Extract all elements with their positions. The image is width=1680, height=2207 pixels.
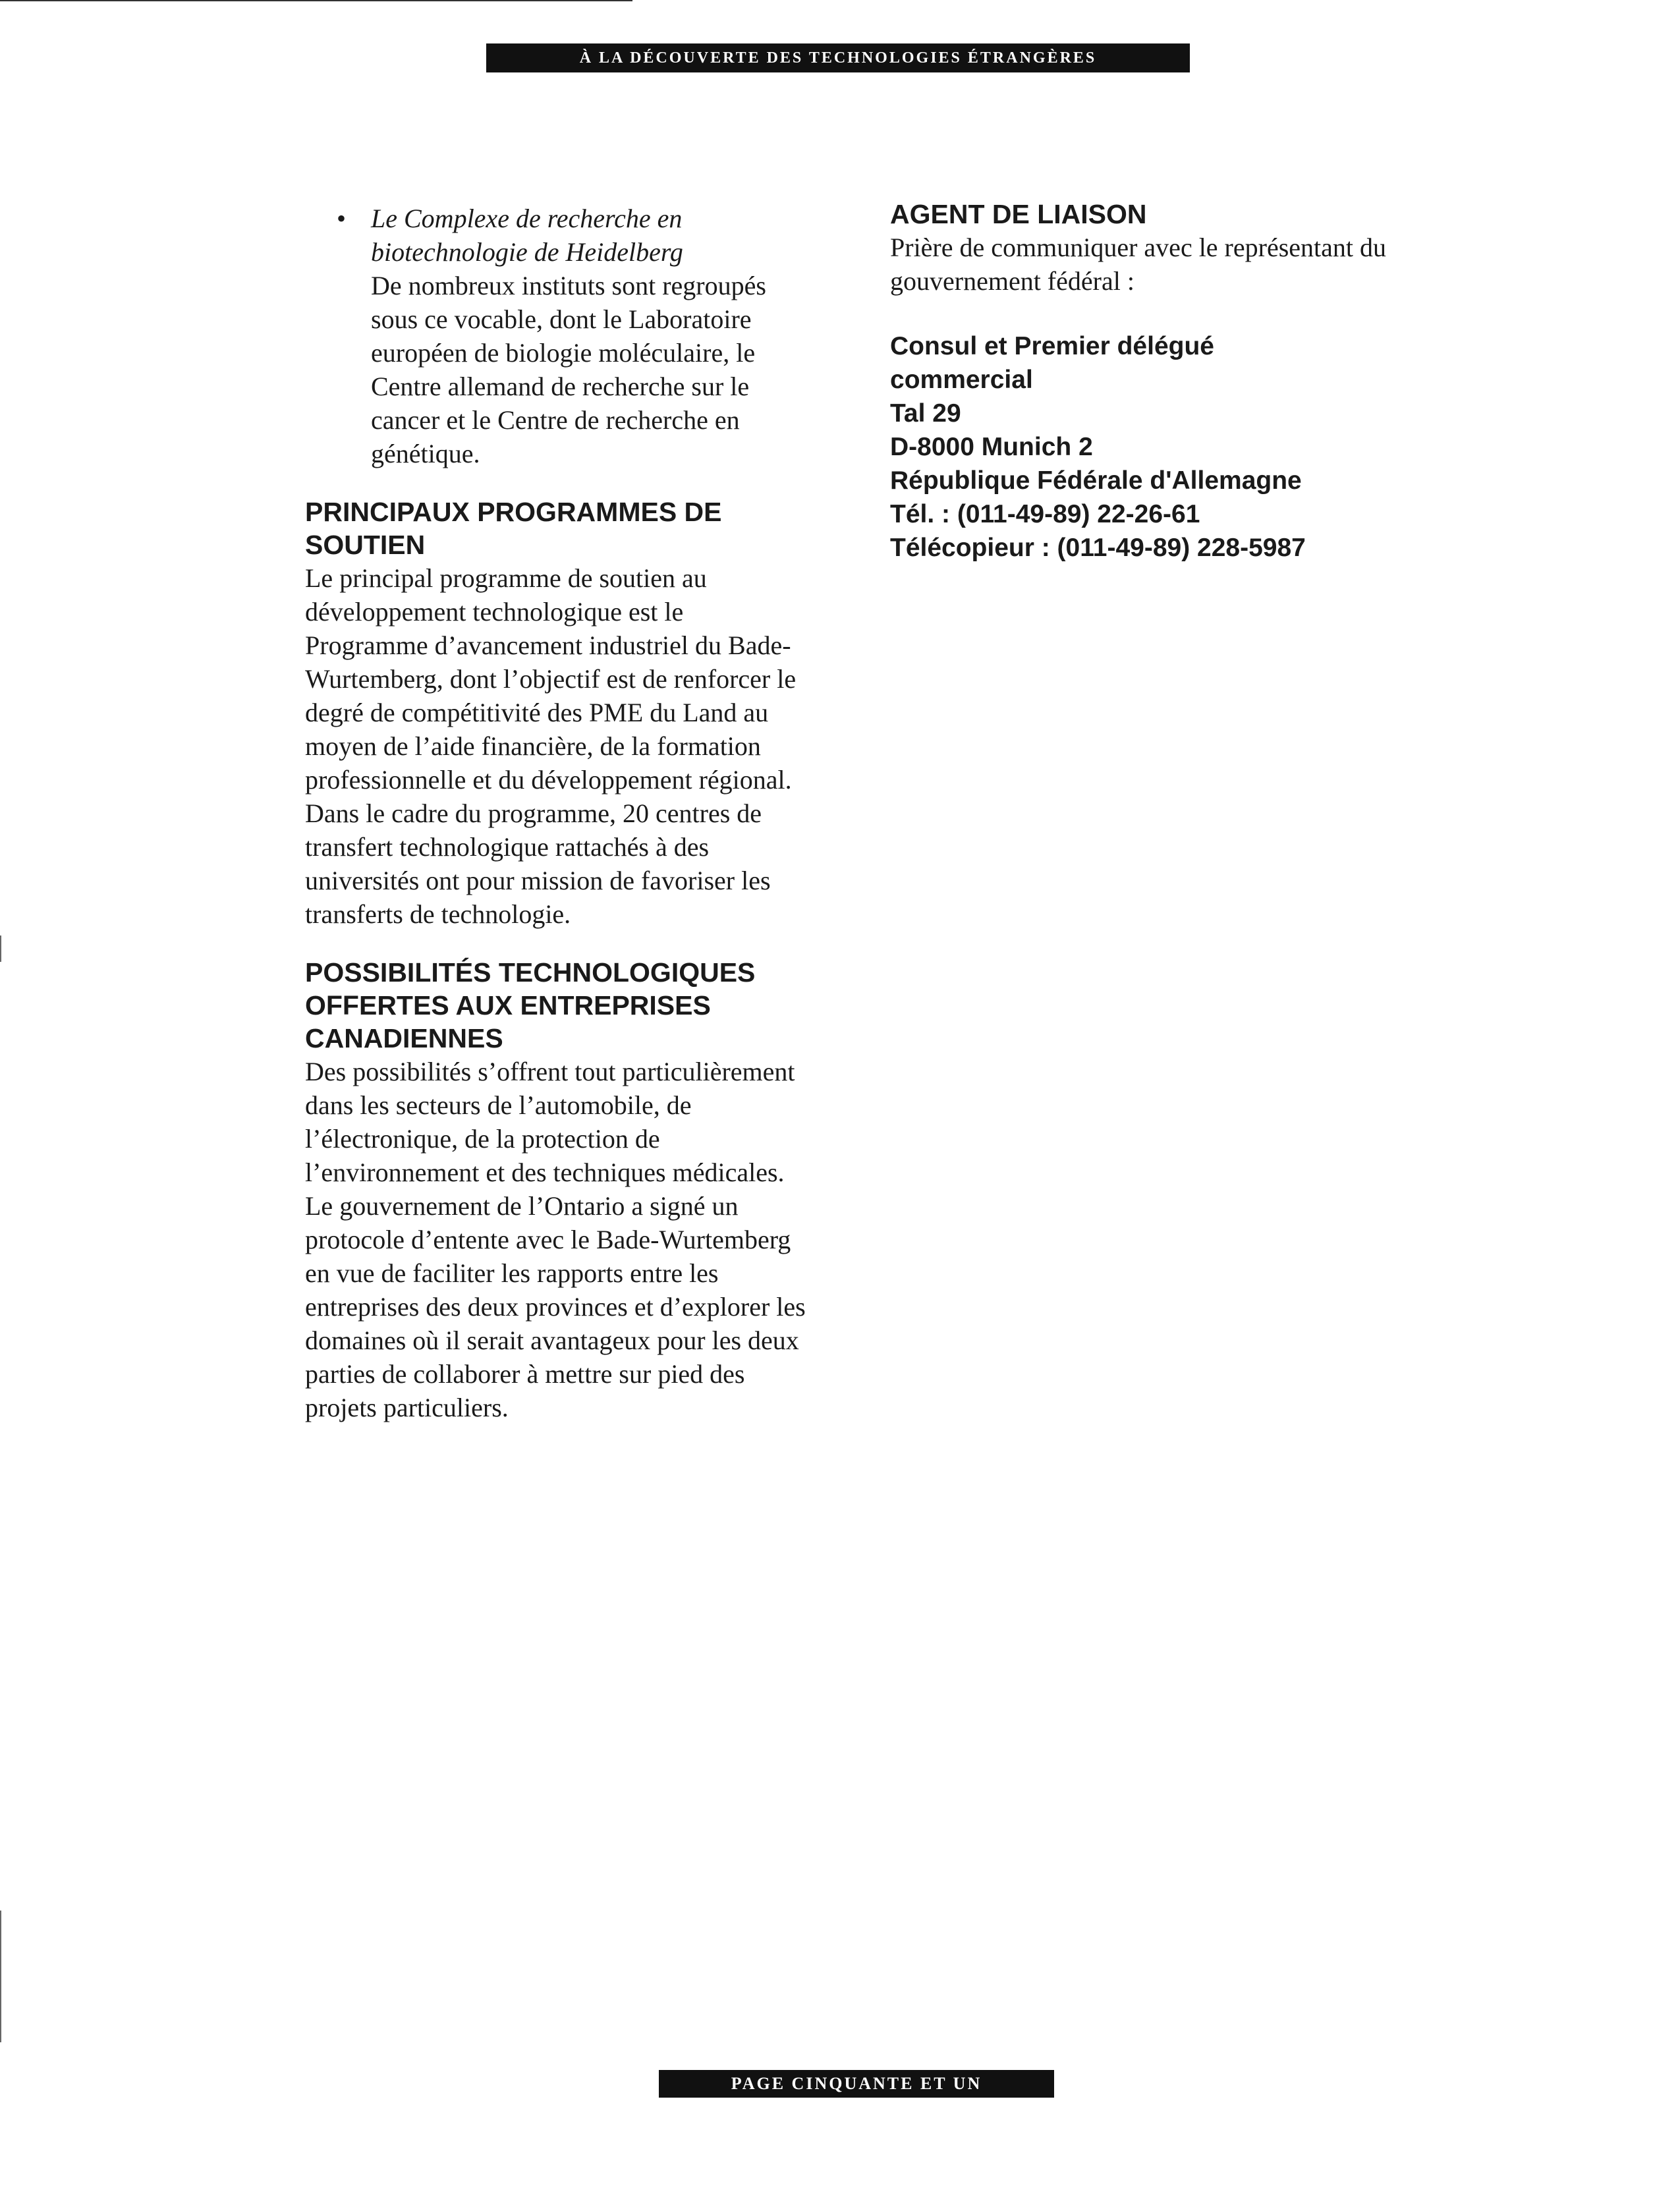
section-paragraph: Des possibilités s’offrent tout particulièrement dans les secteurs de l’automobile, de l’électronique, de la protection de l’environnement et des techniques médicales. Le gouvernement de l’Ontario a signé un protocole d’entente avec le Bade-Wurtemberg en vue de faciliter les rapports entre les entreprises des deux provinces et d’explorer les domaines où il serait avantageux pour les deux parties de collaborer à mettre sur pied des projets particuliers. bbox=[305, 1057, 806, 1422]
section-heading: PRINCIPAUX PROGRAMMES DE SOUTIEN bbox=[305, 497, 722, 560]
right-column bbox=[890, 198, 1417, 565]
contact-title: Consul et Premier délégué bbox=[890, 332, 1214, 360]
running-header-title: À LA DÉCOUVERTE DES TECHNOLOGIES ÉTRANGÈRES bbox=[579, 49, 1097, 67]
list-item bbox=[305, 202, 806, 470]
page-footer bbox=[659, 2070, 1054, 2098]
page-number-label: PAGE CINQUANTE ET UN bbox=[731, 2074, 982, 2093]
bullet-title: Le Complexe de recherche en biotechnologie de Heidelberg bbox=[371, 204, 683, 267]
section-heading: POSSIBILITÉS TECHNOLOGIQUES OFFERTES AUX ENTREPRISES CANADIENNES bbox=[305, 957, 756, 1053]
running-header bbox=[486, 43, 1190, 72]
left-column bbox=[305, 202, 806, 1424]
contact-city: D-8000 Munich 2 bbox=[890, 433, 1093, 461]
section-heading: AGENT DE LIAISON bbox=[890, 199, 1147, 229]
top-rule bbox=[0, 0, 632, 1]
contact-country: République Fédérale d'Allemagne bbox=[890, 466, 1302, 495]
section-paragraph: Le principal programme de soutien au développement technologique est le Programme d’avancement industriel du Bade-Wurtemberg, dont l’objectif est de renforcer le degré de compétitivité des PME du Land au moyen de l’aide financière, de la formation professionnelle et du développement régional. Dans le cadre du programme, 20 centres de transfert technologique rattachés à des universités ont pour mission de favoriser les transferts de technologie. bbox=[305, 563, 797, 929]
contact-title-cont: commercial bbox=[890, 366, 1033, 394]
bullet-text: De nombreux instituts sont regroupés sous ce vocable, dont le Laboratoire européen de biologie moléculaire, le Centre allemand de recherche sur le cancer et le Centre de recherche en génétique. bbox=[371, 271, 766, 468]
contact-intro: Prière de communiquer avec le représentant du gouvernement fédéral : bbox=[890, 233, 1387, 296]
contact-fax: Télécopieur : (011-49-89) 228-5987 bbox=[890, 534, 1306, 562]
scan-edge-mark bbox=[0, 936, 1, 962]
contact-street: Tal 29 bbox=[890, 399, 961, 428]
scan-edge-mark bbox=[0, 1911, 1, 2042]
contact-phone: Tél. : (011-49-89) 22-26-61 bbox=[890, 500, 1200, 528]
bullet-icon: • bbox=[337, 204, 347, 233]
contact-address bbox=[890, 329, 1417, 565]
section-programmes bbox=[305, 495, 806, 931]
section-possibilites bbox=[305, 956, 806, 1424]
